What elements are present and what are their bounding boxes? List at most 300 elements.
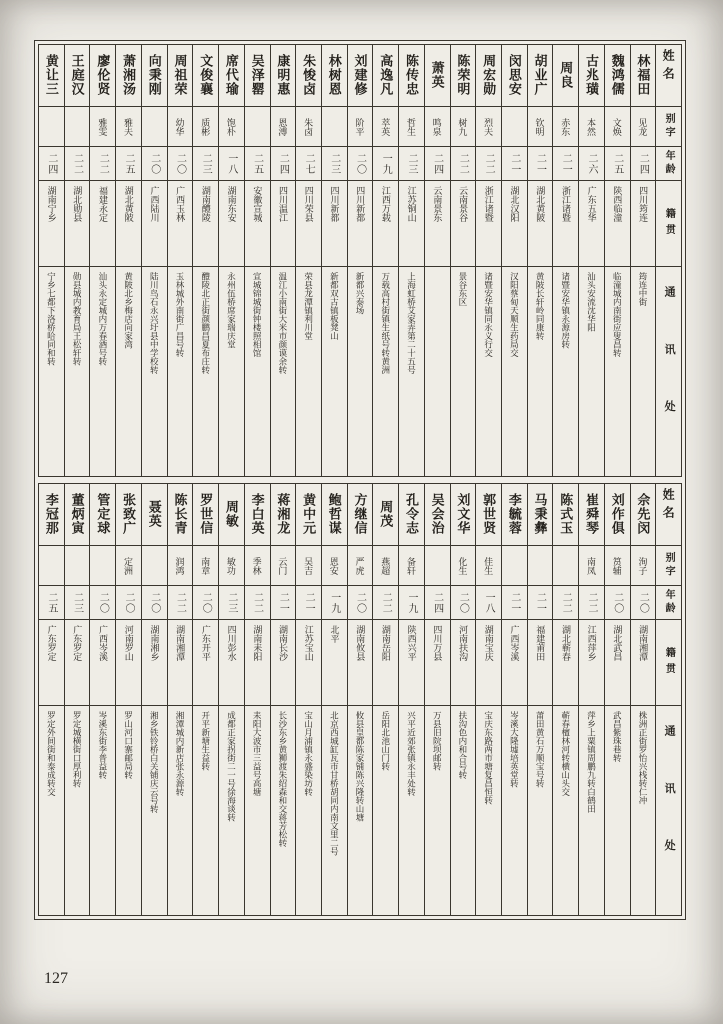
courtesy-cell	[90, 546, 115, 586]
header-name-label: 姓名	[656, 484, 681, 546]
age-cell: 二二	[553, 586, 578, 620]
directory-entry-column	[372, 484, 398, 915]
directory-entry-column	[501, 484, 527, 915]
age-cell: 二五	[39, 586, 64, 620]
name-cell: 陈传忠	[399, 45, 424, 107]
name-cell: 李白英	[245, 484, 270, 546]
contact-cell: 汕头永定城内万春酒号转	[97, 272, 108, 366]
age-cell: 二二	[451, 147, 476, 181]
name-cell: 闵思安	[502, 45, 527, 107]
courtesy-cell	[65, 107, 90, 147]
contact-cell: 陆川鸟石永兴圩县中学校转	[149, 272, 160, 374]
name-cell: 萧英	[425, 45, 450, 107]
origin-cell: 四川温江	[271, 181, 296, 267]
name-cell: 聂英	[142, 484, 167, 546]
contact-cell: 黄陂北乡梅店向家湾	[123, 272, 134, 349]
directory-entry-column	[115, 45, 141, 476]
courtesy-cell: 润鸿	[168, 546, 193, 586]
courtesy-cell: 南章	[193, 546, 218, 586]
age-cell: 一八	[476, 586, 501, 620]
contact-cell: 岑溪大隆墟培英堂转	[509, 711, 520, 788]
directory-entry-column	[552, 484, 578, 915]
name-cell: 佘先闵	[631, 484, 656, 546]
contact-cell: 上海虹桥艾家弄第二十五号	[406, 272, 417, 374]
contact-cell: 岑溪东街李普益转	[97, 711, 108, 779]
courtesy-cell: 烈夫	[476, 107, 501, 147]
origin-cell: 湖南宁乡	[39, 181, 64, 267]
age-cell: 一八	[219, 147, 244, 181]
age-cell: 二〇	[116, 586, 141, 620]
origin-cell: 江西万载	[373, 181, 398, 267]
origin-cell: 湖北武昌	[605, 620, 630, 706]
age-cell: 二一	[553, 147, 578, 181]
age-cell: 二一	[271, 586, 296, 620]
age-cell: 二二	[65, 147, 90, 181]
name-cell: 王庭汉	[65, 45, 90, 107]
name-cell: 古兆璜	[579, 45, 604, 107]
courtesy-cell: 赤东	[553, 107, 578, 147]
directory-entry-column	[347, 45, 373, 476]
name-cell: 郭世贤	[476, 484, 501, 546]
age-cell: 一九	[373, 147, 398, 181]
courtesy-cell	[502, 546, 527, 586]
directory-entry-column	[89, 484, 115, 915]
origin-cell: 浙江诸暨	[553, 181, 578, 267]
directory-entry-column	[89, 45, 115, 476]
contact-cell: 蕲春檀林河转横山头交	[560, 711, 571, 796]
contact-cell: 勋县城内教育局王松轩转	[72, 272, 83, 366]
directory-entry-column	[321, 45, 347, 476]
age-cell: 二〇	[142, 586, 167, 620]
origin-cell: 湖南醴陵	[193, 181, 218, 267]
contact-cell: 武昌紫珠巷转	[612, 711, 623, 762]
contact-cell: 湘乡铁铃桥白关铺庆云号转	[149, 711, 160, 813]
directory-entry-column	[192, 484, 218, 915]
directory-table-bottom	[38, 483, 682, 916]
contact-cell: 醴陵北正街颜鹏昌夏布庄转	[200, 272, 211, 374]
courtesy-cell: 吴吉	[296, 546, 321, 586]
directory-entry-column	[450, 45, 476, 476]
directory-entry-column	[64, 484, 90, 915]
courtesy-cell: 质彬	[193, 107, 218, 147]
courtesy-cell: 萃英	[373, 107, 398, 147]
age-cell: 二五	[605, 147, 630, 181]
contact-cell: 开平新塘生益转	[200, 711, 211, 771]
directory-entry-column	[39, 484, 64, 915]
origin-cell: 湖南耒阳	[245, 620, 270, 706]
directory-entry-column	[64, 45, 90, 476]
directory-entry-column	[244, 484, 270, 915]
age-cell: 二七	[296, 147, 321, 181]
directory-entry-column	[424, 45, 450, 476]
contact-cell: 景谷东区	[457, 272, 468, 306]
origin-cell: 广东五华	[579, 181, 604, 267]
name-cell: 周良	[553, 45, 578, 107]
contact-cell: 汕头安流沈华阳	[586, 272, 597, 332]
contact-cell: 莆田黄石万顺宝号转	[535, 711, 546, 788]
courtesy-cell: 雅雯	[90, 107, 115, 147]
origin-cell: 广西岑溪	[502, 620, 527, 706]
directory-entry-column	[244, 45, 270, 476]
directory-entry-column	[347, 484, 373, 915]
directory-entry-column	[192, 45, 218, 476]
origin-cell: 湖南宝庆	[476, 620, 501, 706]
name-cell: 向秉刚	[142, 45, 167, 107]
age-cell: 一九	[399, 586, 424, 620]
name-cell: 魏鸿儒	[605, 45, 630, 107]
name-cell: 崔舜琴	[579, 484, 604, 546]
age-cell: 二六	[579, 147, 604, 181]
age-cell: 二四	[425, 147, 450, 181]
origin-cell: 云南景东	[425, 181, 450, 267]
name-cell: 董炳寅	[65, 484, 90, 546]
contact-cell: 温江小南街大米市颜谟余转	[277, 272, 288, 374]
contact-cell: 岳阳北池山门转	[380, 711, 391, 771]
courtesy-cell: 鸣泉	[425, 107, 450, 147]
age-cell: 二〇	[168, 147, 193, 181]
header-column	[655, 484, 681, 915]
origin-cell: 河南罗山	[116, 620, 141, 706]
origin-cell: 福建永定	[90, 181, 115, 267]
courtesy-cell: 本然	[579, 107, 604, 147]
origin-cell: 江西萍乡	[579, 620, 604, 706]
age-cell: 二二	[579, 586, 604, 620]
contact-cell: 成都正家拐街二一号徐海谈转	[226, 711, 237, 822]
origin-cell: 陕西兴平	[399, 620, 424, 706]
age-cell: 二一	[502, 586, 527, 620]
contact-cell: 耒阳大波市三益号高塘	[252, 711, 263, 796]
name-cell: 刘作俱	[605, 484, 630, 546]
contact-cell: 筠连中街	[637, 272, 648, 306]
courtesy-cell: 钦明	[528, 107, 553, 147]
origin-cell: 湖南岳阳	[373, 620, 398, 706]
courtesy-cell	[142, 107, 167, 147]
contact-cell: 万县旧院坝邮转	[432, 711, 443, 771]
age-cell: 二四	[271, 147, 296, 181]
courtesy-cell: 化生	[451, 546, 476, 586]
name-cell: 吴泽罂	[245, 45, 270, 107]
courtesy-cell: 见龙	[631, 107, 656, 147]
courtesy-cell: 筼辅	[605, 546, 630, 586]
courtesy-cell: 南凤	[579, 546, 604, 586]
contact-cell: 宝庆东路两市塘复昌恒转	[483, 711, 494, 805]
origin-cell: 湖北蕲春	[553, 620, 578, 706]
name-cell: 李冠那	[39, 484, 64, 546]
name-cell: 朱悛卤	[296, 45, 321, 107]
origin-cell: 福建莆田	[528, 620, 553, 706]
directory-table-top	[38, 44, 682, 477]
origin-cell: 江苏铜山	[399, 181, 424, 267]
contact-cell: 黄陂长轩岭同康转	[535, 272, 546, 340]
age-cell: 二二	[168, 586, 193, 620]
directory-entry-column	[141, 45, 167, 476]
origin-cell: 四川彭水	[219, 620, 244, 706]
directory-entry-column	[475, 45, 501, 476]
name-cell: 林福田	[631, 45, 656, 107]
directory-entry-column	[167, 484, 193, 915]
directory-entry-column	[527, 45, 553, 476]
directory-entry-column	[578, 45, 604, 476]
age-cell: 二一	[528, 147, 553, 181]
contact-cell: 诸暨安华镇永源房转	[560, 272, 571, 349]
age-cell: 二〇	[348, 586, 373, 620]
age-cell: 二〇	[90, 586, 115, 620]
directory-entry-column	[475, 484, 501, 915]
name-cell: 廖伦贤	[90, 45, 115, 107]
age-cell: 二〇	[193, 586, 218, 620]
age-cell: 二三	[322, 147, 347, 181]
origin-cell: 湖北勋县	[65, 181, 90, 267]
courtesy-cell: 备轩	[399, 546, 424, 586]
contact-cell: 临潼城内南街应叟昌转	[612, 272, 623, 357]
directory-entry-column	[424, 484, 450, 915]
age-cell: 二四	[631, 147, 656, 181]
age-cell: 二一	[296, 586, 321, 620]
page-number: 127	[44, 970, 68, 987]
origin-cell: 广西岑溪	[90, 620, 115, 706]
header-name-label: 姓名	[656, 45, 681, 107]
directory-entry-column	[218, 45, 244, 476]
courtesy-cell: 朱卤	[296, 107, 321, 147]
directory-entry-column	[295, 45, 321, 476]
name-cell: 周宏勋	[476, 45, 501, 107]
directory-entry-column	[167, 45, 193, 476]
origin-cell: 浙江诸暨	[476, 181, 501, 267]
directory-entry-column	[141, 484, 167, 915]
name-cell: 陈长青	[168, 484, 193, 546]
courtesy-cell: 敏功	[219, 546, 244, 586]
directory-entry-column	[604, 45, 630, 476]
name-cell: 马秉彝	[528, 484, 553, 546]
courtesy-cell: 洵子	[631, 546, 656, 586]
contact-cell: 永州伍桥席家瑞庆堂	[226, 272, 237, 349]
header-courtesy-label: 别字	[656, 107, 681, 147]
header-contact-label: 通讯处	[663, 724, 676, 897]
contact-cell: 湘潭城内新店张永源转	[175, 711, 185, 796]
courtesy-cell: 文焕	[605, 107, 630, 147]
age-cell: 二四	[425, 586, 450, 620]
name-cell: 萧湘汤	[116, 45, 141, 107]
header-age-label: 年龄	[656, 586, 681, 620]
age-cell: 二三	[219, 586, 244, 620]
age-cell: 二〇	[348, 147, 373, 181]
origin-cell: 湖南湘潭	[168, 620, 193, 706]
name-cell: 席代瑜	[219, 45, 244, 107]
age-cell: 二〇	[631, 586, 656, 620]
contact-cell: 宝山月浦镇永盛染坊转	[303, 711, 314, 796]
header-origin-label: 籍贯	[656, 620, 681, 706]
origin-cell: 湖南湘乡	[142, 620, 167, 706]
name-cell: 方继信	[348, 484, 373, 546]
origin-cell: 四川新都	[322, 181, 347, 267]
directory-entry-column	[630, 45, 656, 476]
age-cell: 二五	[116, 147, 141, 181]
age-cell: 二〇	[142, 147, 167, 181]
courtesy-cell: 饱朴	[219, 107, 244, 147]
directory-entry-column	[398, 45, 424, 476]
name-cell: 康明惠	[271, 45, 296, 107]
age-cell: 二四	[39, 147, 64, 181]
directory-entry-column	[321, 484, 347, 915]
name-cell: 刘文华	[451, 484, 476, 546]
directory-entry-column	[372, 45, 398, 476]
courtesy-cell: 严虎	[348, 546, 373, 586]
origin-cell: 北平	[322, 620, 347, 706]
contact-cell: 攸县皇都陈家铺陈兴隆转山塘	[355, 711, 366, 822]
name-cell: 蒋湘龙	[271, 484, 296, 546]
age-cell: 二二	[90, 147, 115, 181]
contact-cell: 诸暨安华镇同永义行交	[483, 272, 494, 357]
name-cell: 张致广	[116, 484, 141, 546]
courtesy-cell: 阶平	[348, 107, 373, 147]
origin-cell: 湖北汉阳	[502, 181, 527, 267]
courtesy-cell: 定洲	[116, 546, 141, 586]
courtesy-cell: 恩安	[322, 546, 347, 586]
courtesy-cell	[39, 546, 64, 586]
contact-cell: 北京西城缸瓦市甘桥胡同内南文里二号	[329, 711, 340, 856]
directory-entry-column	[527, 484, 553, 915]
courtesy-cell	[65, 546, 90, 586]
origin-cell: 四川新都	[348, 181, 373, 267]
header-contact-label: 通讯处	[663, 285, 676, 458]
directory-entry-column	[501, 45, 527, 476]
courtesy-cell	[425, 546, 450, 586]
origin-cell: 湖北黄陂	[116, 181, 141, 267]
name-cell: 陈式玉	[553, 484, 578, 546]
courtesy-cell	[245, 107, 270, 147]
origin-cell: 广西玉林	[168, 181, 193, 267]
origin-cell: 江苏宝山	[296, 620, 321, 706]
contact-cell	[425, 267, 450, 476]
directory-entry-column	[270, 484, 296, 915]
contact-cell: 扶沟色内和合号转	[457, 711, 468, 779]
origin-cell: 四川万县	[425, 620, 450, 706]
name-cell: 管定球	[90, 484, 115, 546]
contact-cell: 罗定城横街口厚利转	[72, 711, 83, 788]
courtesy-cell	[142, 546, 167, 586]
directory-entry-column	[218, 484, 244, 915]
directory-table-frame	[34, 40, 686, 920]
name-cell: 鲍哲谋	[322, 484, 347, 546]
contact-cell: 长沙东乡黄狮渡朱绍森和交蒋芳松转	[277, 711, 288, 847]
courtesy-cell: 季林	[245, 546, 270, 586]
directory-entry-column	[552, 45, 578, 476]
header-origin-label: 籍贯	[656, 181, 681, 267]
courtesy-cell	[322, 107, 347, 147]
origin-cell: 湖北黄陂	[528, 181, 553, 267]
age-cell: 二三	[399, 147, 424, 181]
origin-cell: 河南扶沟	[451, 620, 476, 706]
courtesy-cell: 恩溥	[271, 107, 296, 147]
age-cell: 二三	[193, 147, 218, 181]
name-cell: 周茂	[373, 484, 398, 546]
name-cell: 孔令志	[399, 484, 424, 546]
age-cell: 二三	[65, 586, 90, 620]
origin-cell: 湖南攸县	[348, 620, 373, 706]
name-cell: 吴会治	[425, 484, 450, 546]
header-age-label: 年龄	[656, 147, 681, 181]
directory-entry-column	[630, 484, 656, 915]
name-cell: 黄让三	[39, 45, 64, 107]
courtesy-cell	[502, 107, 527, 147]
courtesy-cell: 幼华	[168, 107, 193, 147]
origin-cell: 安徽宣城	[245, 181, 270, 267]
origin-cell: 广东罗定	[39, 620, 64, 706]
contact-cell: 玉林城外南街广昌号转	[175, 272, 185, 357]
directory-entry-column	[270, 45, 296, 476]
contact-cell: 罗山河口寨邮局转	[123, 711, 134, 779]
contact-cell: 宁乡七都下洛桥哈同和转	[46, 272, 57, 366]
origin-cell: 四川荣县	[296, 181, 321, 267]
courtesy-cell: 云门	[271, 546, 296, 586]
age-cell: 二〇	[451, 586, 476, 620]
origin-cell: 湖南东安	[219, 181, 244, 267]
origin-cell: 广东罗定	[65, 620, 90, 706]
name-cell: 罗世信	[193, 484, 218, 546]
courtesy-cell: 雅夫	[116, 107, 141, 147]
contact-cell: 宣城锦城街钟楼照相馆	[252, 272, 263, 357]
contact-cell: 兴平近郊张镇永丰处转	[406, 711, 417, 796]
name-cell: 黄中元	[296, 484, 321, 546]
age-cell: 二二	[373, 586, 398, 620]
origin-cell: 陕西临潼	[605, 181, 630, 267]
contact-cell: 罗定外间街和泰成转交	[46, 711, 57, 796]
courtesy-cell	[553, 546, 578, 586]
courtesy-cell: 树九	[451, 107, 476, 147]
origin-cell: 云南景谷	[451, 181, 476, 267]
age-cell: 二一	[528, 586, 553, 620]
name-cell: 陈荣明	[451, 45, 476, 107]
name-cell: 文俊襄	[193, 45, 218, 107]
directory-entry-column	[578, 484, 604, 915]
directory-entry-column	[604, 484, 630, 915]
name-cell: 周祖荣	[168, 45, 193, 107]
age-cell: 二二	[245, 586, 270, 620]
header-column	[655, 45, 681, 476]
directory-entry-column	[398, 484, 424, 915]
name-cell: 林树恩	[322, 45, 347, 107]
origin-cell: 广西陆川	[142, 181, 167, 267]
contact-cell: 汉阳蔡甸天顺生药局交	[509, 272, 520, 357]
age-cell: 二〇	[605, 586, 630, 620]
courtesy-cell: 哲生	[399, 107, 424, 147]
name-cell: 周敏	[219, 484, 244, 546]
courtesy-cell: 佳生	[476, 546, 501, 586]
age-cell: 二二	[476, 147, 501, 181]
contact-cell: 荣县龙潭镇利川堂	[303, 272, 314, 340]
directory-entry-column	[39, 45, 64, 476]
contact-cell: 株洲正街罗怡兴栈转仁冲	[637, 711, 648, 805]
contact-cell: 新都兴泰场	[355, 272, 366, 315]
age-cell: 二一	[502, 147, 527, 181]
contact-cell: 新都双古镇板凳山	[329, 272, 340, 340]
age-cell: 二五	[245, 147, 270, 181]
directory-entry-column	[295, 484, 321, 915]
name-cell: 高逸凡	[373, 45, 398, 107]
origin-cell: 湖南湘潭	[631, 620, 656, 706]
origin-cell: 四川筠连	[631, 181, 656, 267]
header-courtesy-label: 别字	[656, 546, 681, 586]
directory-entry-column	[115, 484, 141, 915]
directory-entry-column	[450, 484, 476, 915]
age-cell: 一九	[322, 586, 347, 620]
name-cell: 胡业广	[528, 45, 553, 107]
courtesy-cell	[39, 107, 64, 147]
name-cell: 李毓蓉	[502, 484, 527, 546]
origin-cell: 广东开平	[193, 620, 218, 706]
contact-cell: 万载高村街镇生纸号转黄洲	[380, 272, 391, 374]
name-cell: 刘建修	[348, 45, 373, 107]
